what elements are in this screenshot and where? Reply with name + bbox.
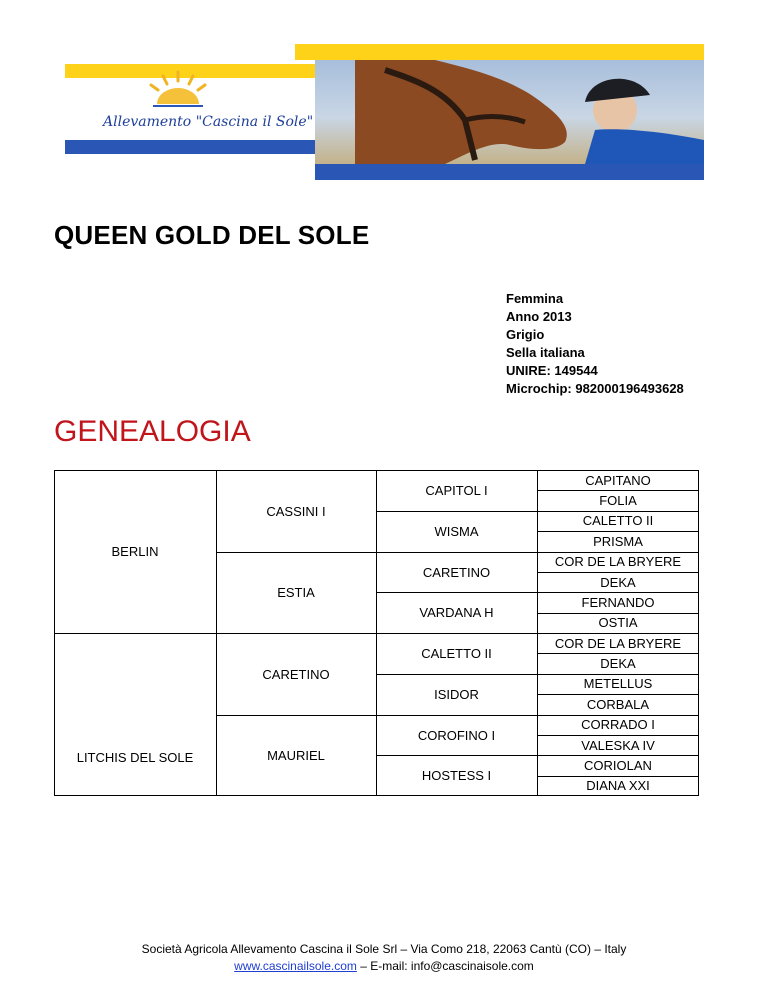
pedigree-gen3-cell: HOSTESS I: [421, 768, 492, 783]
pedigree-gen4-cell: CORRADO I: [581, 717, 655, 733]
sex-field: Femmina: [506, 291, 564, 306]
horse-info-block: [506, 290, 684, 398]
pedigree-gen4-cell: COR DE LA BRYERE: [554, 554, 682, 570]
pedigree-gen2-cell: CASSINI I: [266, 503, 326, 519]
pedigree-gen4-cell: FERNANDO: [581, 594, 655, 610]
table-row-divider: [537, 552, 699, 553]
horse-and-rider-image: [315, 60, 704, 164]
footer-contacts: [0, 958, 768, 975]
table-row-divider: [537, 715, 699, 716]
table-row-divider: [537, 490, 699, 491]
table-row-divider: [537, 776, 699, 777]
horse-name-title: QUEEN GOLD DEL SOLE: [54, 220, 370, 250]
table-row-divider: [537, 613, 699, 614]
pedigree-gen2-cell: MAURIEL: [267, 748, 325, 763]
header-banner: [65, 44, 704, 180]
footer: [0, 941, 768, 975]
table-row-divider: [537, 674, 699, 675]
table-row-divider: [537, 735, 699, 736]
logo-text: Allevamento "Cascina il Sole": [103, 114, 314, 130]
table-row-divider: [537, 511, 699, 512]
table-row-divider: [537, 592, 699, 593]
pedigree-gen4-cell: DIANA XXI: [586, 778, 650, 794]
microchip-field: Microchip: 982000196493628: [506, 381, 684, 396]
pedigree-gen1-cell: BERLIN: [111, 544, 159, 559]
pedigree-gen3-cell: CALETTO II: [421, 646, 492, 661]
pedigree-gen4-cell: CORIOLAN: [584, 757, 652, 773]
year-field: Anno 2013: [506, 309, 572, 324]
footer-company-address: Società Agricola Allevamento Cascina il Sole Srl – Via Como 218, 22063 Cantù (CO) – Italy: [141, 942, 627, 956]
pedigree-table: [54, 470, 699, 796]
pedigree-gen3-cell: ISIDOR: [434, 687, 479, 702]
table-row-divider: [537, 633, 699, 634]
pedigree-gen4-cell: DEKA: [600, 574, 636, 590]
pedigree-gen4-cell: CALETTO II: [582, 513, 654, 529]
pedigree-gen3-cell: WISMA: [434, 524, 479, 539]
pedigree-gen4-cell: VALESKA IV: [581, 737, 655, 753]
banner-yellow-stripe: [295, 44, 704, 60]
pedigree-gen4-cell: FOLIA: [599, 493, 637, 509]
footer-email: – E-mail: info@cascinaisole.com: [356, 959, 534, 973]
pedigree-gen4-cell: OSTIA: [598, 615, 638, 631]
table-row-divider: [537, 755, 699, 756]
genealogy-heading: GENEALOGIA: [54, 415, 251, 448]
table-row-divider: [537, 694, 699, 695]
banner-blue-stripe: [315, 164, 704, 180]
pedigree-gen4-cell: COR DE LA BRYERE: [554, 635, 682, 651]
table-row-divider: [537, 531, 699, 532]
pedigree-gen3-cell: CARETINO: [422, 564, 491, 580]
table-row-divider: [537, 653, 699, 654]
header-photo: [315, 60, 704, 164]
table-row-divider: [537, 572, 699, 573]
breed-field: Sella italiana: [506, 345, 585, 360]
sun-logo-icon: [143, 70, 213, 110]
pedigree-gen3-cell: VARDANA H: [419, 605, 494, 620]
pedigree-gen4-cell: PRISMA: [593, 533, 643, 549]
pedigree-gen3-cell: COROFINO I: [417, 727, 496, 743]
unire-field: UNIRE: 149544: [506, 363, 598, 378]
banner-blue-stripe-left: [65, 140, 315, 154]
pedigree-gen4-cell: CORBALA: [586, 696, 650, 712]
pedigree-gen4-cell: METELLUS: [583, 676, 653, 692]
pedigree-gen4-cell: DEKA: [600, 656, 636, 672]
pedigree-gen3-cell: CAPITOL I: [425, 483, 488, 498]
website-link[interactable]: www.cascinailsole.com: [234, 959, 357, 973]
pedigree-gen4-cell: CAPITANO: [585, 472, 651, 488]
pedigree-gen2-cell: ESTIA: [277, 585, 315, 600]
pedigree-gen2-cell: CARETINO: [262, 666, 330, 682]
pedigree-gen1-cell: LITCHIS DEL SOLE: [76, 750, 194, 765]
coat-field: Grigio: [506, 327, 545, 342]
